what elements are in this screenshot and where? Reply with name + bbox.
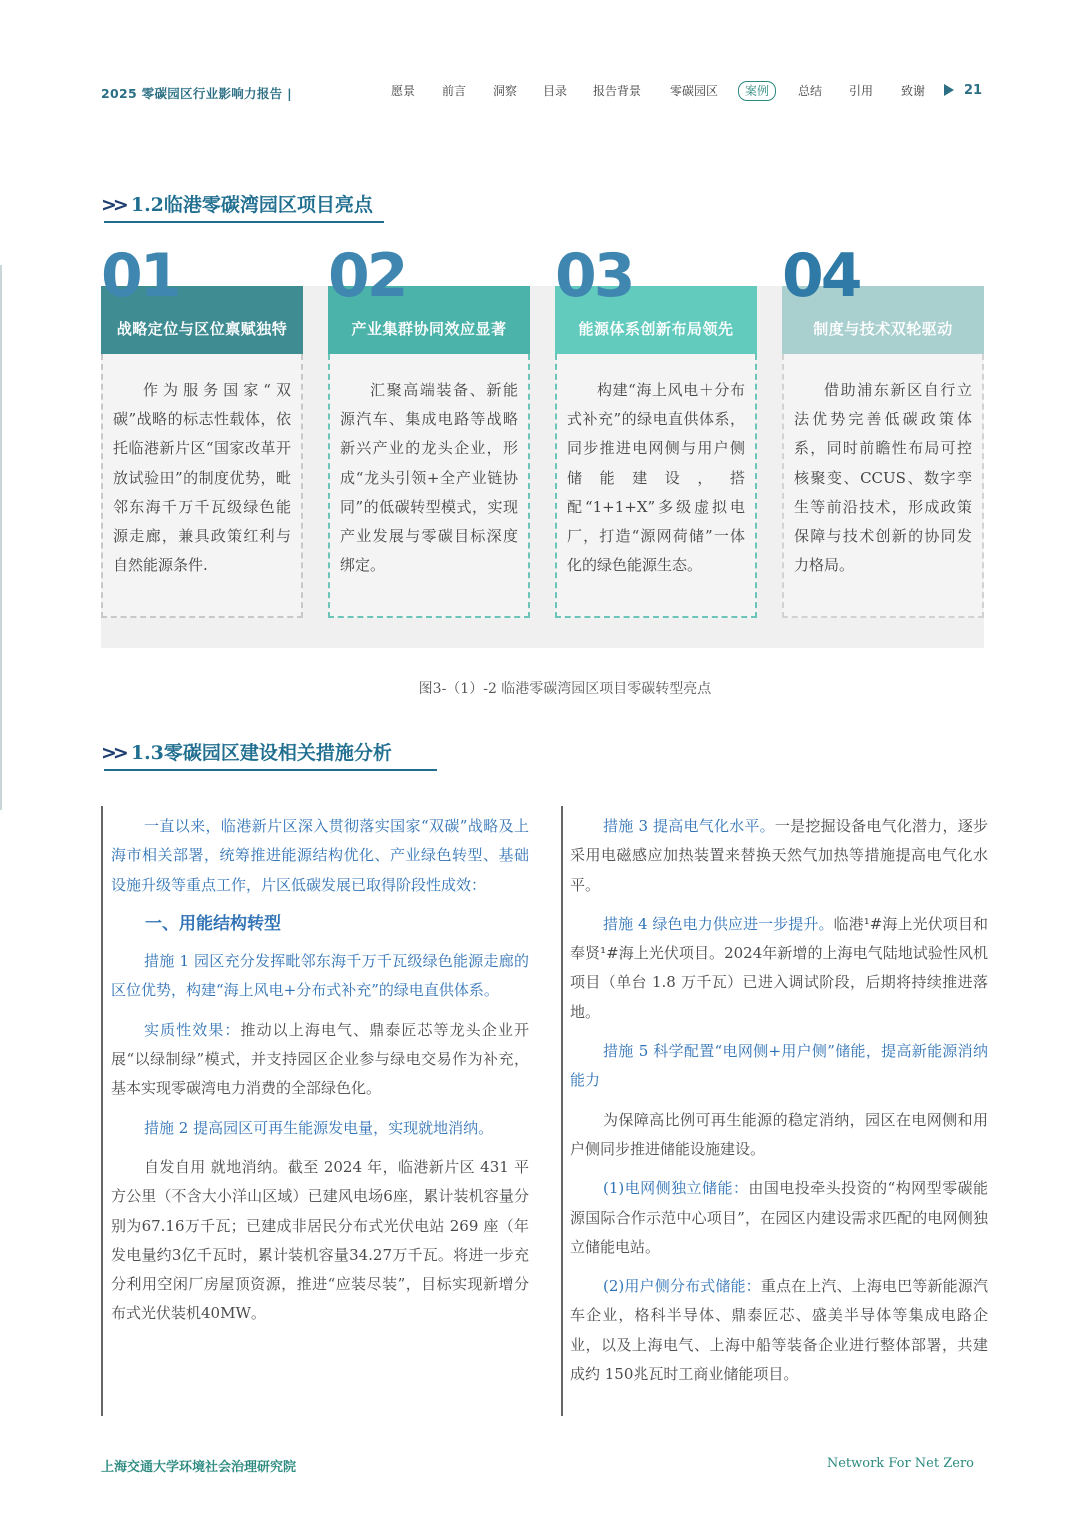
nav-contents[interactable]: 目录 <box>543 84 568 98</box>
card-title: 制度与技术双轮驱动 <box>813 320 953 338</box>
measure-2: 措施 2 提高园区可再生能源发电量，实现就地消纳。 <box>144 1118 494 1137</box>
measure-4-label: 措施 4 绿色电力供应进一步提升。 <box>603 914 834 933</box>
measure-2-text: 自发自用 就地消纳。截至 2024 年，临港新片区 431 平方公里（不含大小洋山区域）已建风电场6座，累计装机容量分别为67.16万千瓦；已建成非居民分布式光伏电站 269 座（年发电量约3亿千瓦时，累计装机容量34.27万千瓦。将进一步充分利用空闲厂房屋顶资源，推进“应装尽装”，目标实现新增分布式光伏装机40MW。 <box>111 1157 529 1323</box>
card-title: 能源体系创新布局领先 <box>578 320 734 338</box>
nav-vision[interactable]: 愿景 <box>391 84 416 98</box>
card-text: 借助浦东新区自行立法优势完善低碳政策体系，同时前瞻性布局可控核聚变、CCUS、数字孪生等前沿技术，形成政策保障与技术创新的协同发力格局。 <box>794 381 972 575</box>
nav-background[interactable]: 报告背景 <box>593 84 642 98</box>
left-edge-bar <box>0 265 2 810</box>
card-body <box>101 354 303 618</box>
card-title: 战略定位与区位禀赋独特 <box>116 320 288 338</box>
user-side-label: (2)用户侧分布式储能： <box>603 1277 761 1296</box>
section-underline <box>104 769 437 771</box>
card-text: 构建“海上风电＋分布式补充”的绿电直供体系，同步推进电网侧与用户侧储能建设，搭配“1+1+X”多级虚拟电厂，打造“源网荷储”一体化的绿色能源生态。 <box>567 381 745 575</box>
grid-side-label: (1)电网侧独立储能： <box>603 1179 749 1198</box>
report-title: 2025 零碳园区行业影响力报告 | <box>101 86 292 101</box>
play-icon[interactable] <box>944 84 954 96</box>
footer-institute: 上海交通大学环境社会治理研究院 <box>101 1460 297 1475</box>
nav-thanks[interactable]: 致谢 <box>901 84 926 98</box>
measure-5: 措施 5 科学配置“电网侧+用户侧”储能，提高新能源消纳能力 <box>570 1042 988 1090</box>
section-title-highlights <box>101 190 373 217</box>
figure-caption: 图3-（1）-2 临港零碳湾园区项目零碳转型亮点 <box>418 681 712 697</box>
nav-preface[interactable]: 前言 <box>442 84 467 98</box>
card-text: 作为服务国家“双碳”战略的标志性载体，依托临港新片区“国家改革开放试验田”的制度优势，毗邻东海千万千瓦级绿色能源走廊，兼具政策红利与自然能源条件. <box>113 381 291 575</box>
effect-paragraph <box>111 1016 529 1104</box>
grid-side-storage <box>570 1174 988 1262</box>
top-nav <box>380 82 990 102</box>
effect-text: 推动以上海电气、鼎泰匠芯等龙头企业开展“以绿制绿”模式，并支持园区企业参与绿电交易作为补充，基本实现零碳湾电力消费的全部绿色化。 <box>111 1020 529 1098</box>
right-column <box>570 812 988 1399</box>
card-text: 汇聚高端装备、新能源汽车、集成电路等战略新兴产业的龙头企业，形成“龙头引领+全产业链协同”的低碳转型模式，实现产业发展与零碳目标深度绑定。 <box>340 381 518 575</box>
measure-4 <box>570 910 988 1027</box>
effect-label: 实质性效果： <box>144 1020 241 1039</box>
section-title-text: 1.2临港零碳湾园区项目亮点 <box>130 194 373 216</box>
user-side-text: 重点在上汽、上海电巴等新能源汽车企业，格科半导体、鼎泰匠芯、盛美半导体等集成电路企业，以及上海电气、上海中船等装备企业进行整体部署，共建成约 150兆瓦时工商业储能项目。 <box>570 1277 988 1384</box>
card-number: 03 <box>555 241 633 311</box>
chevron-icon: >> <box>101 742 125 764</box>
measure-1: 措施 1 园区充分发挥毗邻东海千万千瓦级绿色能源走廊的区位优势，构建“海上风电+分布式补充”的绿电直供体系。 <box>111 952 529 1000</box>
right-column-rule <box>561 806 563 1416</box>
nav-cases[interactable]: 案例 <box>738 81 776 101</box>
highlight-card-3 <box>555 241 757 620</box>
footer-network: Network For Net Zero <box>826 1456 974 1471</box>
measure-5-text: 为保障高比例可再生能源的稳定消纳，园区在电网侧和用户侧同步推进储能设施建设。 <box>570 1110 988 1158</box>
highlight-card-1 <box>101 241 303 620</box>
card-title: 产业集群协同效应显著 <box>351 320 507 338</box>
section-underline <box>104 221 384 223</box>
highlight-card-4 <box>782 241 984 620</box>
section-title-measures <box>101 738 392 765</box>
measure-3 <box>570 812 988 900</box>
measure-3-label: 措施 3 提高电气化水平。 <box>603 817 775 835</box>
intro-paragraph: 一直以来，临港新片区深入贯彻落实国家“双碳”战略及上海市相关部署，统筹推进能源结构优化、产业绿色转型、基础设施升级等重点工作，片区低碳发展已取得阶段性成效： <box>111 817 529 894</box>
nav-insight[interactable]: 洞察 <box>493 84 518 98</box>
page-number: 21 <box>964 83 983 98</box>
section-title-text: 1.3零碳园区建设相关措施分析 <box>130 742 392 764</box>
measure-3-text: 一是挖掘设备电气化潜力，逐步采用电磁感应加热装置来替换天然气加热等措施提高电气化水平。 <box>570 817 988 894</box>
user-side-storage <box>570 1272 988 1389</box>
nav-references[interactable]: 引用 <box>849 84 874 98</box>
nav-summary[interactable]: 总结 <box>798 84 823 98</box>
measure-4-text: 临港¹#海上光伏项目和奉贤¹#海上光伏项目。2024年新增的上海电气陆地试验性风机项目（单台 1.8 万千瓦）已进入调试阶段，后期将持续推进落地。 <box>570 914 988 1021</box>
card-body <box>328 354 530 618</box>
chevron-icon: >> <box>101 194 125 216</box>
highlight-card-2 <box>328 241 530 620</box>
card-number: 01 <box>101 241 179 311</box>
card-body <box>555 354 757 618</box>
card-body <box>782 354 984 618</box>
card-number: 04 <box>782 241 860 311</box>
left-column-rule <box>101 806 103 1416</box>
nav-zero-carbon[interactable]: 零碳园区 <box>670 84 719 98</box>
subheading-energy-structure: 一、用能结构转型 <box>145 913 281 934</box>
left-column <box>111 812 529 1339</box>
grid-side-text: 由国电投牵头投资的“构网型零碳能源国际合作示范中心项目”，在园区内建设需求匹配的电网侧独立储能电站。 <box>570 1179 989 1256</box>
card-number: 02 <box>328 241 406 311</box>
